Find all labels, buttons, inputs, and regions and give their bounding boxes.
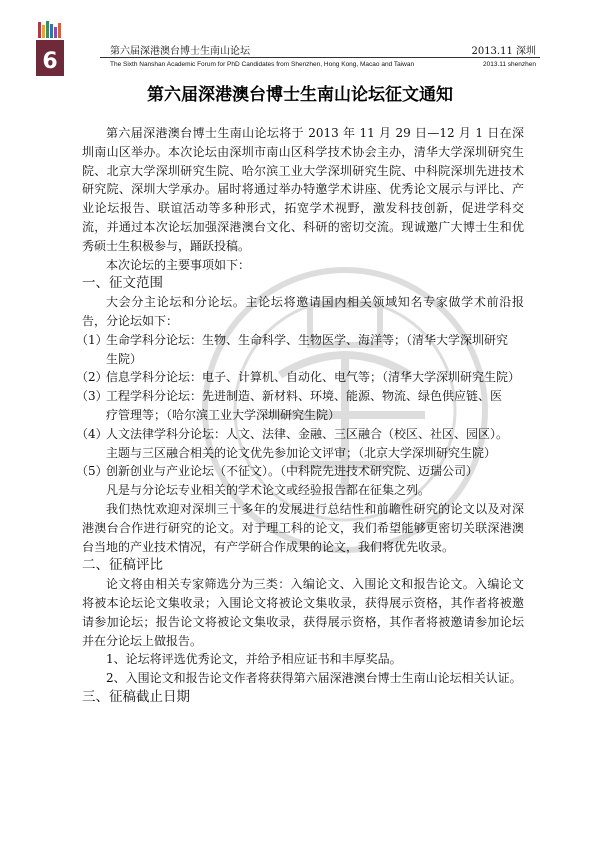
doc-title: 第六届深港澳台博士生南山论坛征文通知 xyxy=(147,85,453,105)
list-item-num: （3） xyxy=(76,389,108,404)
forum-logo xyxy=(36,20,64,76)
list-item xyxy=(76,462,524,481)
header-divider xyxy=(100,57,540,58)
list-item-text: 创新创业与产业论坛（不征文）。（中科院先进技术研究院、迈瑞公司） xyxy=(106,464,479,479)
scope-note: 凡是与分论坛专业相关的学术论文或经验报告都在征集之列。 xyxy=(106,483,431,498)
list-item xyxy=(76,387,524,425)
list-item-num: （2） xyxy=(76,370,108,385)
list-item-num: （5） xyxy=(76,464,108,479)
intro-lead: 本次论坛的主要事项如下： xyxy=(106,257,251,272)
section-heading-deadline: 三、征稿截止日期 xyxy=(82,688,190,705)
review-paragraph: 论文将由相关专家筛选分为三类：入编论文、入围论文和报告论文。入编论文将被本论坛论文集收录；入围论文将被论文集收录，获得展示资格，其作者将被邀请参加论坛；报告论文将被论文集收录，获得展示资格，其作者将被邀请参加论坛并在分论坛上做报告。 xyxy=(82,577,524,648)
list-item-text: 生命学科分论坛：生物、生命科学、生物医学、海洋等；（清华大学深圳研究 xyxy=(106,332,509,347)
scope-paragraph: 大会分主论坛和分论坛。主论坛将邀请国内相关领域知名专家做学术前沿报告，分论坛如下： xyxy=(82,295,524,328)
header-date-cn: 2013.11 深圳 xyxy=(471,46,536,57)
list-item xyxy=(76,425,524,463)
list-item-text: 人文法律学科分论坛：人文、法律、金融、三区融合（校区、社区、园区）。 xyxy=(106,426,509,441)
section-heading-review: 二、征稿评比 xyxy=(82,557,163,574)
logo-number: 6 xyxy=(42,49,58,74)
list-item-num: （1） xyxy=(76,332,108,347)
intro-paragraph: 第六届深港澳台博士生南山论坛将于 2013 年 11 月 29 日—12 月 1 日在深圳南山区举办。本次论坛由深圳市南山区科学技术协会主办，清华大学深圳研究生院、北京大学深圳研究生院、哈尔滨工业大学深圳研究生院、中科院深圳先进技术研究院、深圳大学承办。届时将通过举办特邀学术讲座、优秀论文展示与评比、产业论坛报告、联谊活动等多种形式，拓宽学术视野，激发科技创新，促进学科交流，并通过本次论坛加强深港澳台文化、科研的密切交流。现诚邀广大博士生和优秀硕士生积极参与，踊跃投稿。 xyxy=(82,126,524,253)
list-item-text: 信息学科分论坛：电子、计算机、自动化、电气等；（清华大学深圳研究生院） xyxy=(106,370,521,385)
scope-paragraph-2: 我们热忱欢迎对深圳三十多年的发展进行总结性和前瞻性研究的论文以及对深港澳台合作进行研究的论文。对于理工科的论文，我们希望能够更密切关联深港澳台当地的产业技术情况，有产学研合作成果的论文，我们将优先收录。 xyxy=(82,501,524,554)
doc-body xyxy=(76,124,524,707)
section-heading-scope: 一、征文范围 xyxy=(82,275,163,292)
list-item-num: （4） xyxy=(76,426,108,441)
header-title-cn: 第六届深港澳台博士生南山论坛 xyxy=(110,46,250,57)
list-item-text-cont: 生院） xyxy=(106,351,143,366)
review-item-2: 2、入围论文和报告论文作者将获得第六届深港澳台博士生南山论坛相关认证。 xyxy=(106,671,522,686)
review-item-1: 1、论坛将评选优秀论文，并给予相应证书和丰厚奖品。 xyxy=(106,652,402,667)
list-item-text: 工程学科分论坛：先进制造、新材料、环境、能源、物流、绿色供应链、医 xyxy=(106,389,503,404)
list-item-text-cont: 主题与三区融合相关的论文优先参加论文评审；（北京大学深圳研究生院） xyxy=(106,445,497,460)
header-title-en: The Sixth Nanshan Academic Forum for PhD Candidates from Shenzhen, Hong Kong, Macao and Taiwan xyxy=(110,61,415,68)
list-item xyxy=(76,368,524,387)
header-date-en: 2013.11 shenzhen xyxy=(482,61,536,68)
list-item-text-cont: 疗管理等；（哈尔滨工业大学深圳研究生院） xyxy=(106,407,341,422)
list-item xyxy=(76,331,524,369)
